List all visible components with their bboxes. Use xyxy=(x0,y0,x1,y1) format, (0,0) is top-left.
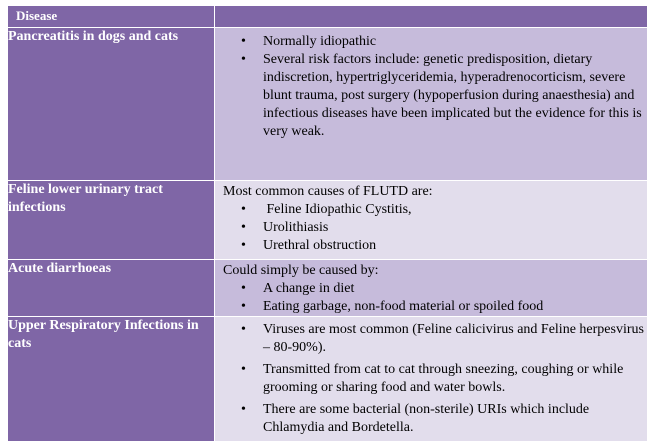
disease-details xyxy=(215,317,648,442)
disease-details xyxy=(215,181,648,260)
header-details xyxy=(215,6,648,28)
list-item: • Viruses are most common (Feline calicivirus and Feline herpesvirus – 80-90%). xyxy=(215,321,647,357)
details-intro: Most common causes of FLUTD are: xyxy=(223,184,433,199)
details-intro: Could simply be caused by: xyxy=(223,263,379,278)
disease-name: Feline lower urinary tract infections xyxy=(8,181,215,260)
disease-details xyxy=(215,28,648,181)
disease-name: Acute diarrhoeas xyxy=(8,260,215,317)
list-item: • There are some bacterial (non-sterile) URIs which include Chlamydia and Bordetella. xyxy=(215,401,647,437)
list-item: • Feline Idiopathic Cystitis, xyxy=(215,201,647,219)
table-row xyxy=(8,317,648,442)
table-row xyxy=(8,181,648,260)
list-item: • Eating garbage, non-food material or spoiled food xyxy=(215,298,647,316)
list-item: • Urethral obstruction xyxy=(215,237,647,255)
disease-details xyxy=(215,260,648,317)
list-item: • Transmitted from cat to cat through sneezing, coughing or while grooming or sharing food and water bowls. xyxy=(215,361,647,397)
disease-name: Pancreatitis in dogs and cats xyxy=(8,28,215,181)
table-row xyxy=(8,260,648,317)
list-item: • Normally idiopathic xyxy=(215,33,647,51)
list-item: • A change in diet xyxy=(215,280,647,298)
table-row xyxy=(8,28,648,181)
bullet-list xyxy=(215,317,647,437)
disease-name: Upper Respiratory Infections in cats xyxy=(8,317,215,442)
list-item: • Urolithiasis xyxy=(215,219,647,237)
bullet-list xyxy=(215,201,647,255)
disease-table xyxy=(7,5,648,442)
bullet-list xyxy=(215,28,647,141)
header-disease: Disease xyxy=(8,6,215,28)
list-item: • Several risk factors include: genetic predisposition, dietary indiscretion, hypertriglyceridemia, hyperadrenocorticism, severe blunt trauma, post surgery (hypoperfusion during anaesthesia) and infectious diseases have been implicated but the evidence for this is very weak. xyxy=(215,51,647,141)
header-row xyxy=(8,6,648,28)
bullet-list xyxy=(215,280,647,316)
